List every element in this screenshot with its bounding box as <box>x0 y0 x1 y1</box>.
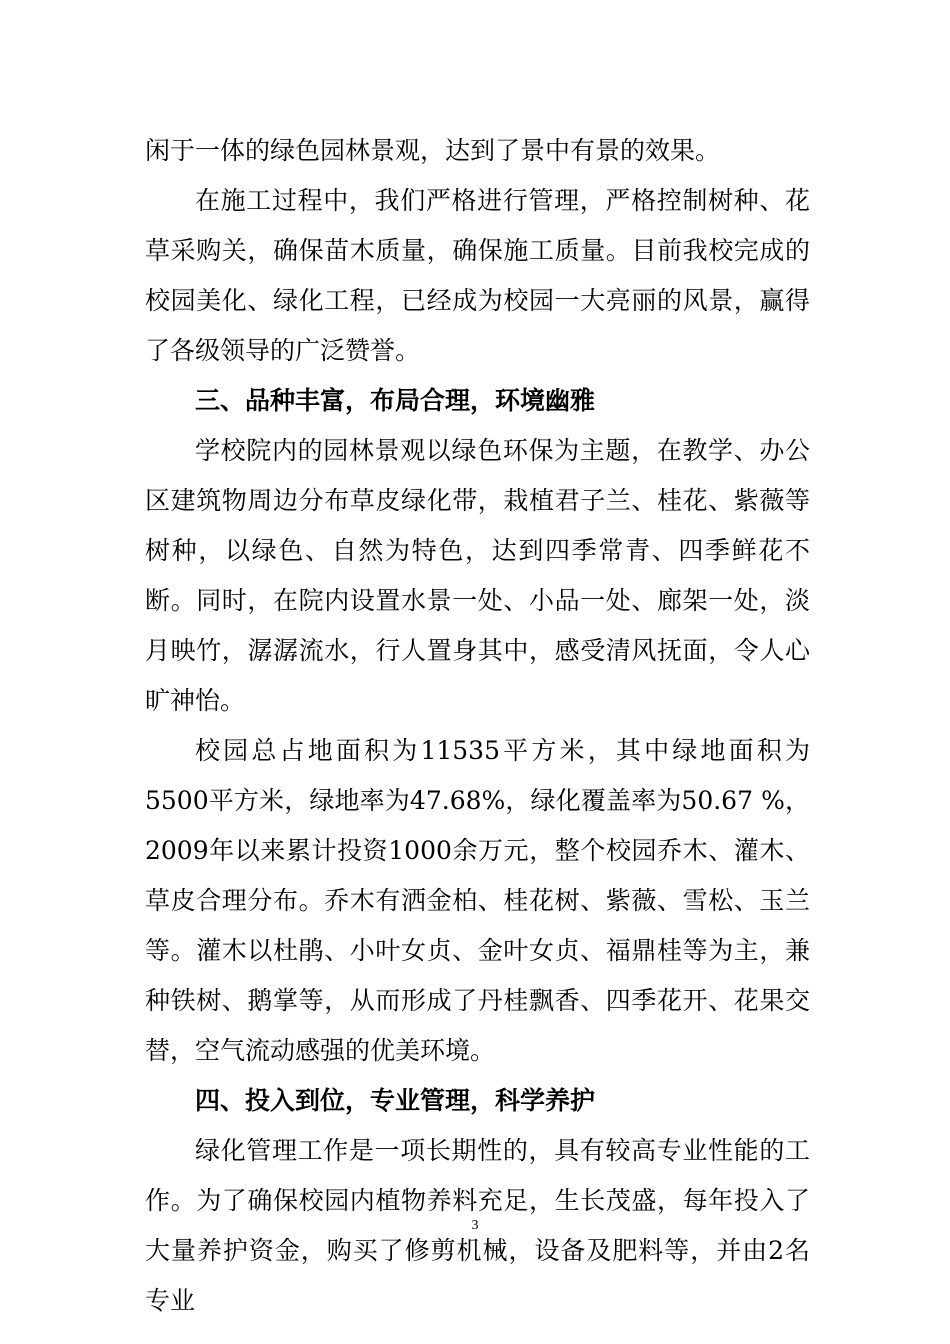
document-body <box>145 126 810 1326</box>
paragraph-construction: 在施工过程中，我们严格进行管理，严格控制树种、花草采购关，确保苗木质量，确保施工质量。目前我校完成的校园美化、绿化工程，已经成为校园一大亮丽的风景，赢得了各级领导的广泛赞誉。 <box>145 186 810 365</box>
section-heading-four: 四、投入到位，专业管理，科学养护 <box>195 1086 596 1115</box>
paragraph-continuation: 闲于一体的绿色园林景观，达到了景中有景的效果。 <box>145 136 721 165</box>
page-number: 3 <box>471 1218 479 1233</box>
paragraph-area-statistics: 校园总占地面积为11535平方米，其中绿地面积为5500平方米，绿地率为47.68%，绿化覆盖率为50.67 %，2009年以来累计投资1000余万元，整个校园乔木、灌木、草皮合理分布。乔木有洒金柏、桂花树、紫薇、雪松、玉兰等。灌木以杜鹃、小叶女贞、金叶女贞、福鼎桂等为主，兼种铁树、鹅掌等，从而形成了丹桂飘香、四季花开、花果交替，空气流动感强的优美环境。 <box>145 736 810 1065</box>
paragraph-maintenance: 绿化管理工作是一项长期性的，具有较高专业性能的工作。为了确保校园内植物养料充足，生长茂盛，每年投入了大量养护资金，购买了修剪机械，设备及肥料等，并由2名专业 <box>145 1136 810 1315</box>
paragraph-landscape: 学校院内的园林景观以绿色环保为主题，在教学、办公区建筑物周边分布草皮绿化带，栽植君子兰、桂花、紫薇等树种，以绿色、自然为特色，达到四季常青、四季鲜花不断。同时，在院内设置水景一处、小品一处、廊架一处，淡月映竹，潺潺流水，行人置身其中，感受清风抚面，令人心旷神怡。 <box>145 436 810 715</box>
section-heading-three: 三、品种丰富，布局合理，环境幽雅 <box>195 386 596 415</box>
